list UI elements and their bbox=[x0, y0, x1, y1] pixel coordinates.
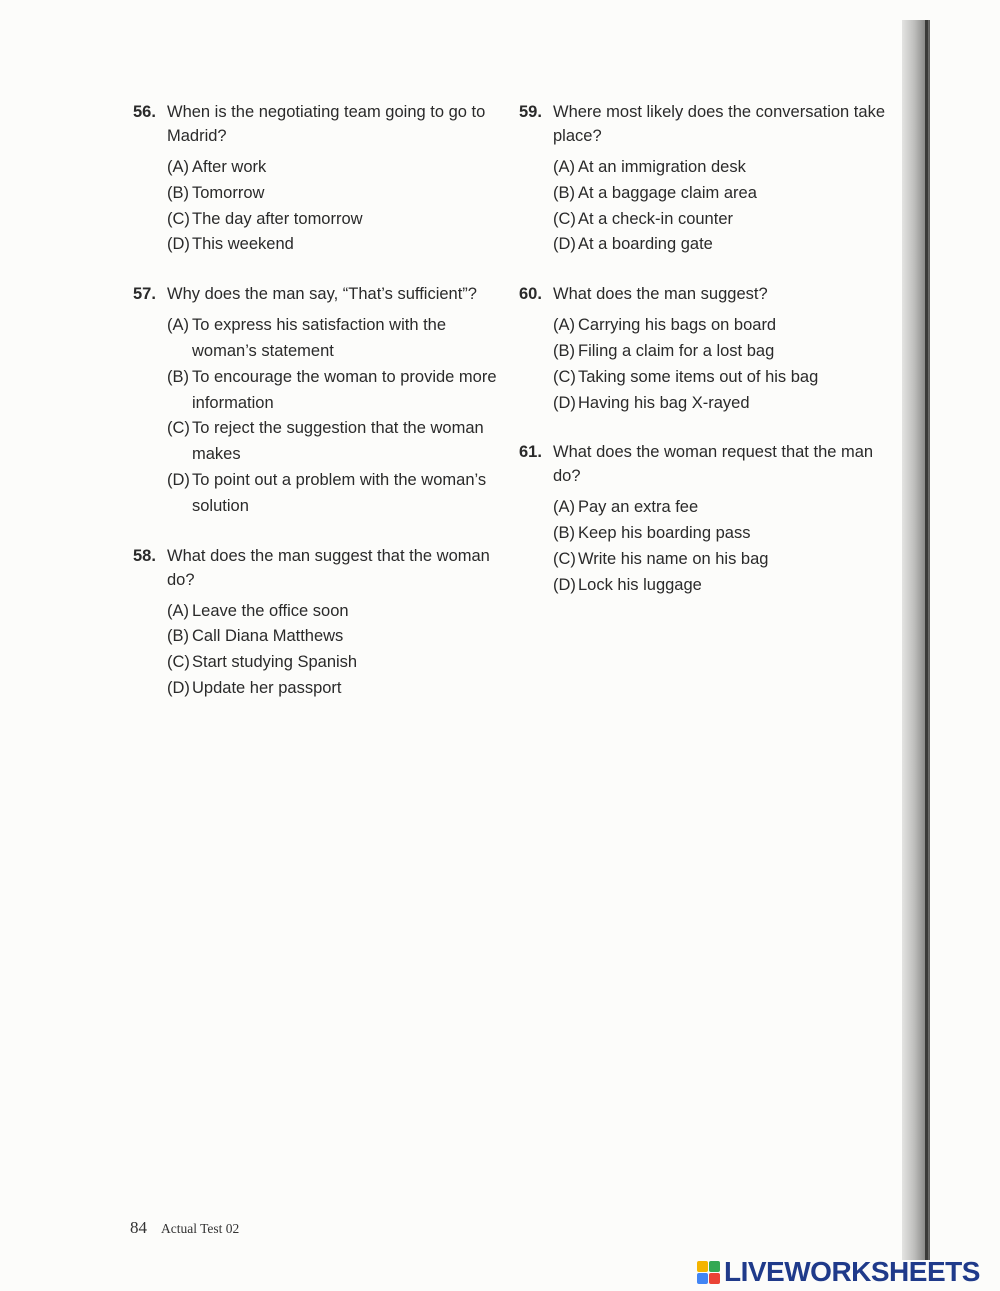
question-number: 61. bbox=[519, 443, 542, 462]
answer-option bbox=[553, 155, 889, 181]
option-text: At an immigration desk bbox=[578, 158, 746, 176]
question-56 bbox=[133, 100, 503, 258]
option-letter: (C) bbox=[553, 549, 576, 568]
option-letter: (D) bbox=[167, 235, 190, 254]
option-text: Filing a claim for a lost bag bbox=[578, 341, 775, 360]
option-text: Lock his luggage bbox=[578, 575, 702, 594]
option-letter: (B) bbox=[553, 524, 575, 543]
option-text: To express his satisfaction with the woman’s statement bbox=[192, 316, 447, 360]
option-letter: (B) bbox=[167, 183, 189, 202]
question-text: Where most likely does the conversation take place? bbox=[553, 103, 885, 145]
answer-option bbox=[167, 313, 503, 365]
question-number: 58. bbox=[133, 546, 156, 565]
logo-tile-l bbox=[697, 1261, 708, 1272]
watermark-text: LIVEWORKSHEETS bbox=[724, 1256, 980, 1287]
answer-option bbox=[553, 547, 889, 573]
question-60 bbox=[519, 282, 889, 416]
option-letter: (D) bbox=[553, 575, 576, 594]
option-letter: (C) bbox=[553, 367, 576, 386]
left-column bbox=[133, 100, 503, 726]
option-letter: (D) bbox=[553, 393, 576, 412]
option-text: The day after tomorrow bbox=[192, 209, 363, 228]
answer-option bbox=[167, 599, 503, 625]
answer-option bbox=[167, 232, 503, 258]
option-letter: (B) bbox=[553, 341, 575, 360]
answer-options bbox=[553, 155, 889, 258]
question-61 bbox=[519, 440, 889, 598]
option-text: To reject the suggestion that the woman makes bbox=[192, 419, 484, 464]
right-column bbox=[519, 100, 889, 623]
option-text: At a baggage claim area bbox=[578, 183, 757, 202]
option-letter: (C) bbox=[167, 209, 190, 228]
answer-option bbox=[553, 339, 889, 365]
answer-option bbox=[167, 416, 503, 468]
answer-options bbox=[167, 313, 503, 519]
question-stem bbox=[133, 100, 503, 148]
answer-option bbox=[553, 207, 889, 233]
option-letter: (C) bbox=[167, 653, 190, 672]
question-59 bbox=[519, 100, 889, 258]
option-text: Start studying Spanish bbox=[192, 653, 358, 672]
option-text: At a boarding gate bbox=[578, 235, 713, 254]
question-text: When is the negotiating team going to go to Madrid? bbox=[167, 103, 486, 145]
logo-tile-e bbox=[709, 1273, 720, 1284]
question-58 bbox=[133, 544, 503, 702]
option-text: Leave the office soon bbox=[192, 601, 349, 620]
answer-option bbox=[553, 313, 889, 339]
answer-option bbox=[553, 521, 889, 547]
option-text: Pay an extra fee bbox=[578, 498, 699, 517]
page-number: 84 bbox=[130, 1218, 147, 1237]
answer-option bbox=[167, 624, 503, 650]
section-name: Actual Test 02 bbox=[161, 1221, 240, 1236]
liveworksheets-watermark bbox=[697, 1256, 980, 1288]
answer-option bbox=[553, 495, 889, 521]
option-text: At a check-in counter bbox=[578, 209, 733, 228]
question-stem bbox=[133, 282, 503, 306]
answer-option bbox=[167, 468, 503, 520]
option-letter: (A) bbox=[553, 316, 575, 335]
answer-options bbox=[167, 155, 503, 258]
answer-option bbox=[167, 365, 503, 417]
question-text: What does the man suggest that the woman do? bbox=[167, 546, 490, 589]
option-letter: (C) bbox=[167, 419, 190, 438]
option-letter: (B) bbox=[553, 183, 575, 202]
option-letter: (B) bbox=[167, 367, 189, 386]
option-text: Tomorrow bbox=[192, 183, 265, 202]
option-text: This weekend bbox=[192, 235, 294, 254]
answer-option bbox=[553, 181, 889, 207]
answer-option bbox=[553, 573, 889, 599]
question-text: What does the woman request that the man do? bbox=[553, 443, 874, 486]
answer-option bbox=[553, 365, 889, 391]
answer-option bbox=[167, 155, 503, 181]
question-stem bbox=[519, 100, 889, 148]
answer-options bbox=[167, 599, 503, 702]
answer-option bbox=[553, 232, 889, 258]
option-text: Taking some items out of his bag bbox=[578, 367, 819, 386]
option-text: Carrying his bags on board bbox=[578, 316, 777, 335]
answer-option bbox=[167, 181, 503, 207]
answer-option bbox=[167, 650, 503, 676]
question-text: Why does the man say, “That’s sufficient”? bbox=[167, 285, 477, 304]
answer-options bbox=[553, 313, 889, 416]
option-letter: (D) bbox=[167, 678, 190, 697]
option-text: Call Diana Matthews bbox=[192, 627, 344, 646]
option-text: Update her passport bbox=[192, 678, 342, 697]
option-letter: (A) bbox=[167, 158, 189, 176]
option-letter: (A) bbox=[167, 316, 189, 335]
right-margin bbox=[930, 0, 1000, 1291]
answer-option bbox=[167, 676, 503, 702]
option-text: Having his bag X-rayed bbox=[578, 393, 750, 412]
option-text: After work bbox=[192, 158, 267, 176]
option-letter: (C) bbox=[553, 209, 576, 228]
option-letter: (A) bbox=[553, 498, 575, 517]
option-text: Write his name on his bag bbox=[578, 549, 769, 568]
option-letter: (A) bbox=[167, 601, 189, 620]
question-number: 57. bbox=[133, 285, 156, 304]
question-stem bbox=[519, 440, 889, 488]
question-number: 60. bbox=[519, 285, 542, 304]
question-number: 56. bbox=[133, 103, 156, 121]
option-text: Keep his boarding pass bbox=[578, 524, 751, 543]
option-letter: (B) bbox=[167, 627, 189, 646]
question-text: What does the man suggest? bbox=[553, 285, 768, 304]
liveworksheets-logo-icon bbox=[697, 1261, 720, 1284]
logo-tile-v bbox=[697, 1273, 708, 1284]
logo-tile-i bbox=[709, 1261, 720, 1272]
page-edge-line bbox=[925, 20, 928, 1260]
question-stem bbox=[519, 282, 889, 306]
answer-options bbox=[553, 495, 889, 598]
answer-option bbox=[167, 207, 503, 233]
option-letter: (D) bbox=[553, 235, 576, 254]
question-57 bbox=[133, 282, 503, 519]
question-number: 59. bbox=[519, 103, 542, 121]
question-stem bbox=[133, 544, 503, 592]
option-text: To point out a problem with the woman’s solution bbox=[192, 470, 487, 515]
page-footer bbox=[130, 1218, 239, 1238]
option-letter: (A) bbox=[553, 158, 575, 176]
option-text: To encourage the woman to provide more information bbox=[192, 367, 497, 412]
option-letter: (D) bbox=[167, 470, 190, 489]
answer-option bbox=[553, 391, 889, 417]
